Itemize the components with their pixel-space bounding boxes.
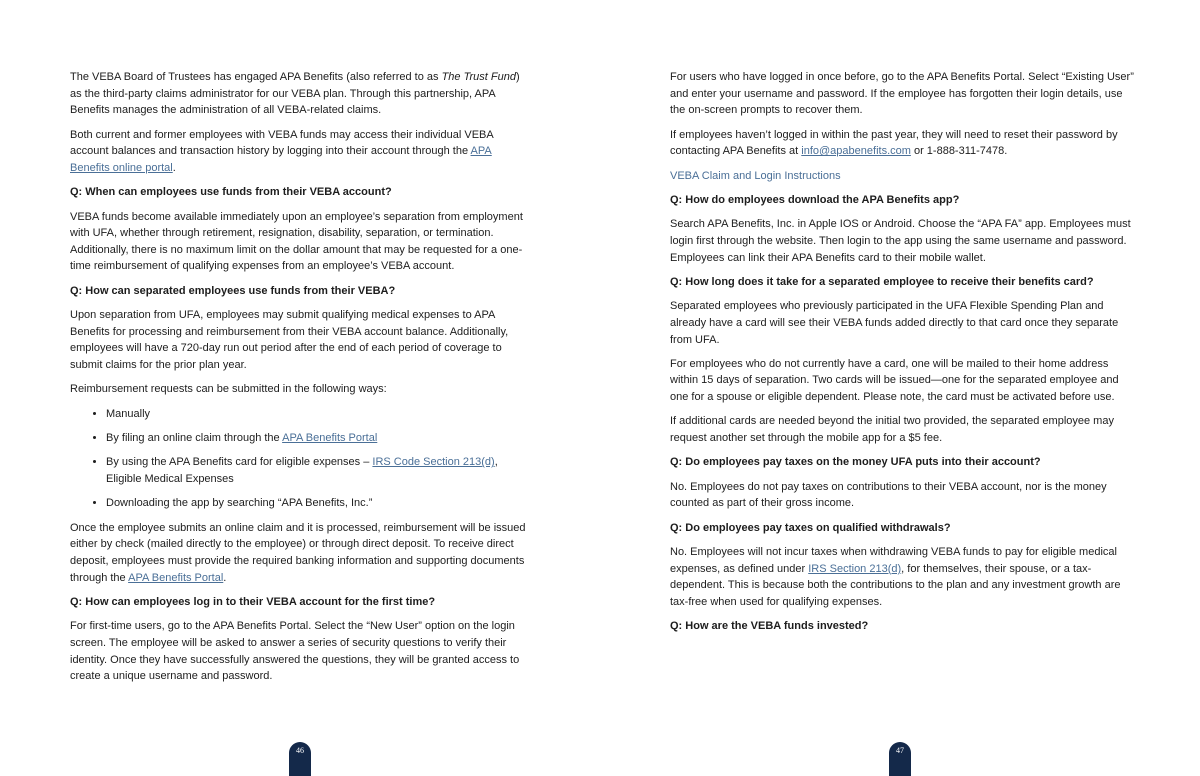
- answer-paragraph: For first-time users, go to the APA Benefits Portal. Select the “New User” option on the login screen. The employee will be asked to answer a series of security questions to verify their identity. Once they have successfully answered the questions, they will be granted access to create a unique username and password.: [70, 620, 520, 683]
- answer-paragraph: No. Employees will not incur taxes when withdrawing VEBA funds to pay for eligible medical expenses, as defined under IRS Section 213(d), for themselves, their spouse, or a tax-dependent. This is because both the contributions to the plan and any investment growth are tax-free when used for qualifying expenses.: [670, 546, 1121, 608]
- question-heading: Q: How can separated employees use funds from their VEBA?: [70, 284, 396, 297]
- page-number-tab: 47: [889, 742, 911, 776]
- irs-section-213d-link[interactable]: IRS Section 213(d): [808, 562, 902, 575]
- intro-paragraph: The VEBA Board of Trustees has engaged APA Benefits (also referred to as The Trust Fund) as the third-party claims administrator for our VEBA plan. Through this partnership, APA Benefits manages the administration of all VEBA-related claims.: [70, 71, 520, 117]
- email-link[interactable]: info@apabenefits.com: [801, 145, 911, 158]
- question-heading: Q: Do employees pay taxes on the money UFA puts into their account?: [670, 456, 1041, 469]
- apa-benefits-portal-link[interactable]: APA Benefits Portal: [128, 571, 224, 584]
- right-page: [600, 0, 1200, 776]
- reimbursement-methods-list: [70, 406, 532, 512]
- list-item: • Downloading the app by searching “APA Benefits, Inc.”: [106, 495, 532, 512]
- answer-paragraph: If additional cards are needed beyond the initial two provided, the separated employee may request another set through the mobile app for a $5 fee.: [670, 415, 1114, 445]
- question-heading: Q: How can employees log in to their VEBA account for the first time?: [70, 596, 436, 608]
- question-heading: Q: Do employees pay taxes on qualified withdrawals?: [670, 521, 951, 534]
- answer-paragraph: For employees who do not currently have a card, one will be mailed to their home address within 15 days of separation. Two cards will be issued—one for the separated employee and one for a spouse or eligible dependent. Please note, the card must be activated before use.: [670, 357, 1119, 404]
- answer-paragraph: No. Employees do not pay taxes on contributions to their VEBA account, nor is the money counted as part of their gross income.: [670, 480, 1107, 510]
- answer-paragraph: Search APA Benefits, Inc. in Apple IOS or Android. Choose the “APA FA” app. Employees must login first through the website. Then login to the app using the same username and password. Employees can link their APA Benefits card to their mobile wallet.: [670, 218, 1131, 264]
- apa-online-portal-link[interactable]: APA Benefits online portal: [70, 145, 492, 174]
- apa-benefits-portal-link[interactable]: APA Benefits Portal: [282, 432, 378, 445]
- answer-paragraph: Separated employees who previously participated in the UFA Flexible Spending Plan and already have a card will see their VEBA funds added directly to that card once they separate from UFA.: [670, 300, 1119, 346]
- irs-code-213d-link[interactable]: IRS Code Section 213(d): [372, 456, 495, 469]
- left-page-content: [70, 69, 532, 693]
- veba-claim-login-instructions-link[interactable]: VEBA Claim and Login Instructions: [670, 169, 841, 182]
- access-paragraph: Both current and former employees with VEBA funds may access their individual VEBA account balances and transaction history by logging into their account through the APA Benefits online portal.: [70, 128, 494, 174]
- trust-fund-italic: The Trust Fund: [441, 71, 516, 83]
- answer-paragraph: Upon separation from UFA, employees may submit qualifying medical expenses to APA Benefits for processing and reimbursement from their VEBA account balance. Additionally, employees will have a 720-day run out period after the end of each period of coverage to submit claims for the prior plan year.: [70, 309, 509, 371]
- answer-paragraph: If employees haven’t logged in within the past year, they will need to reset their password by contacting APA Benefits at info@apabenefits.com or 1-888-311-7478.: [670, 128, 1118, 158]
- question-heading: Q: How long does it take for a separated employee to receive their benefits card?: [670, 275, 1094, 288]
- answer-paragraph: Reimbursement requests can be submitted in the following ways:: [70, 383, 387, 396]
- answer-paragraph: Once the employee submits an online claim and it is processed, reimbursement will be issued either by check (mailed directly to the employee) or through direct deposit. To receive direct deposit, employees must provide the required banking information and supporting documents through the APA Benefits Portal.: [70, 521, 526, 584]
- instructions-link-paragraph: [670, 168, 1135, 185]
- list-item: • By using the APA Benefits card for eligible expenses – IRS Code Section 213(d), Eligible Medical Expenses: [106, 454, 532, 487]
- question-heading: Q: How are the VEBA funds invested?: [670, 620, 869, 633]
- list-item: • Manually: [106, 406, 532, 423]
- answer-paragraph: VEBA funds become available immediately upon an employee’s separation from employment with UFA, whether through retirement, resignation, disability, separation, or termination. Additionally, there is no maximum limit on the dollar amount that may be requested for a one-time reimbursement of qualifying expenses from an employee’s VEBA account.: [70, 210, 523, 273]
- right-page-content: [670, 69, 1135, 643]
- page-number-tab: 46: [289, 742, 311, 776]
- list-item: • By filing an online claim through the APA Benefits Portal: [106, 430, 532, 447]
- question-heading: Q: How do employees download the APA Benefits app?: [670, 193, 960, 206]
- question-heading: Q: When can employees use funds from their VEBA account?: [70, 186, 392, 199]
- answer-paragraph: For users who have logged in once before, go to the APA Benefits Portal. Select “Existing User” and enter your username and password. If the employee has forgotten their login details, use the on-screen prompts to recover them.: [670, 71, 1134, 117]
